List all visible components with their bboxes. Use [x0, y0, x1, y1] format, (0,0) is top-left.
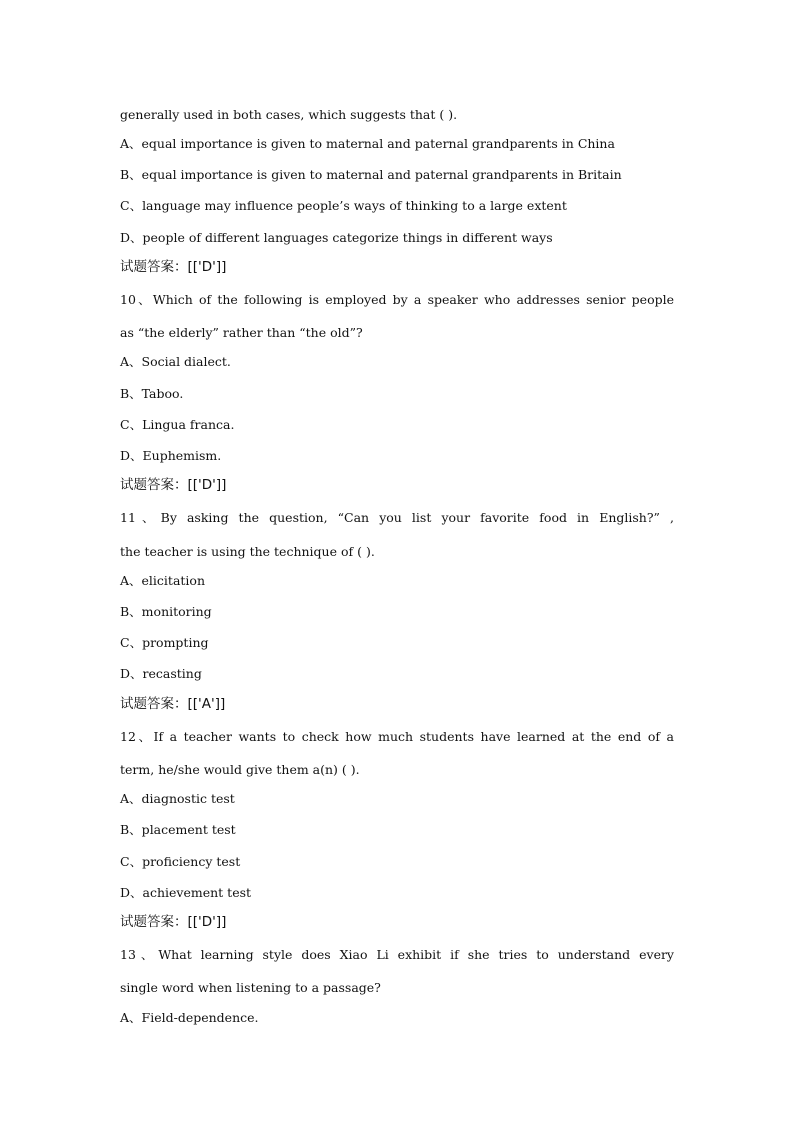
question-9-answer: 试题答案：[['D']] — [120, 259, 227, 275]
question-9-option-d: D、people of different languages categorize things in different ways — [120, 230, 553, 245]
question-9-option-b: B、equal importance is given to maternal and paternal grandparents in Britain — [120, 167, 622, 182]
question-12-stem: 12、If a teacher wants to check how much students have learned at the end of a — [120, 729, 674, 744]
question-9-stem-continued: generally used in both cases, which suggests that ( ). — [120, 107, 458, 122]
question-10-option-a: A、Social dialect. — [120, 354, 231, 369]
question-11-stem-line-2: the teacher is using the technique of ( ). — [120, 544, 375, 559]
question-10-option-d: D、Euphemism. — [120, 448, 222, 463]
question-10-option-c: C、Lingua franca. — [120, 417, 235, 432]
question-13-stem: 13、What learning style does Xiao Li exhibit if she tries to understand every — [120, 947, 674, 962]
question-10-answer: 试题答案：[['D']] — [120, 477, 227, 493]
question-11-answer: 试题答案：[['A']] — [120, 696, 226, 712]
question-12-option-b: B、placement test — [120, 822, 236, 837]
question-12-option-c: C、proficiency test — [120, 854, 241, 869]
question-11-option-b: B、monitoring — [120, 604, 212, 619]
question-12-stem-line-2: term, he/she would give them a(n) ( ). — [120, 762, 360, 777]
question-13-stem-line-2: single word when listening to a passage? — [120, 980, 381, 995]
question-13-option-a: A、Field-dependence. — [120, 1010, 259, 1025]
question-11-option-a: A、elicitation — [120, 573, 205, 588]
question-12-answer: 试题答案：[['D']] — [120, 914, 227, 930]
question-11-stem: 11、By asking the question, “Can you list your favorite food in English?” , — [120, 510, 674, 525]
question-10-stem-line-2: as “the elderly” rather than “the old”? — [120, 325, 363, 340]
question-10-stem: 10、Which of the following is employed by a speaker who addresses senior people — [120, 292, 674, 307]
question-12-option-d: D、achievement test — [120, 885, 252, 900]
question-11-option-d: D、recasting — [120, 666, 202, 681]
question-9-option-c: C、language may influence people’s ways of thinking to a large extent — [120, 198, 567, 213]
question-9-option-a: A、equal importance is given to maternal and paternal grandparents in China — [120, 136, 615, 151]
question-11-option-c: C、prompting — [120, 635, 209, 650]
question-10-option-b: B、Taboo. — [120, 386, 184, 401]
question-12-option-a: A、diagnostic test — [120, 791, 235, 806]
